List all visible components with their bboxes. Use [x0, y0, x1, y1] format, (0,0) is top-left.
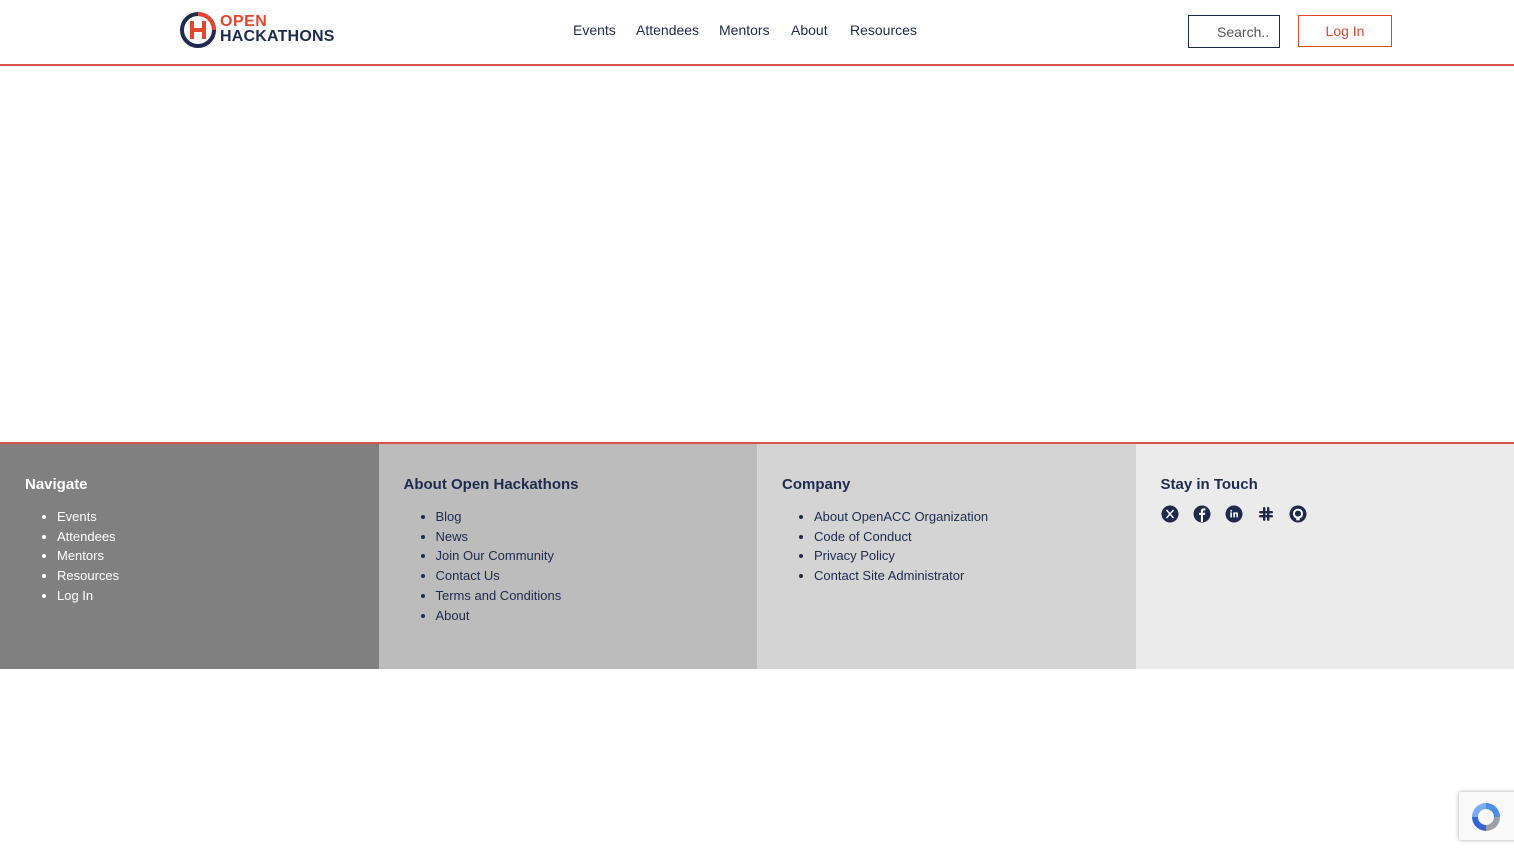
site-footer: [0, 442, 1514, 669]
footer-navigate-list: [25, 507, 379, 606]
footer-link-join-community[interactable]: • Join Our Community: [436, 546, 758, 566]
footer-link-blog[interactable]: • Blog: [436, 507, 758, 527]
footer-link-resources[interactable]: • Resources: [57, 566, 379, 586]
footer-about-list: [404, 507, 758, 625]
nav-resources[interactable]: Resources: [850, 22, 917, 38]
footer-link-contact-admin[interactable]: • Contact Site Administrator: [814, 566, 1136, 586]
footer-link-news[interactable]: • News: [436, 527, 758, 547]
footer-link-contact-us[interactable]: • Contact Us: [436, 566, 758, 586]
footer-stay-title: Stay in Touch: [1160, 476, 1258, 493]
footer-link-mentors[interactable]: • Mentors: [57, 546, 379, 566]
nav-about[interactable]: About: [791, 22, 828, 38]
linkedin-icon[interactable]: [1225, 505, 1243, 523]
footer-navigate-column: [0, 444, 379, 669]
social-links: [1161, 505, 1514, 523]
footer-link-about[interactable]: • About: [436, 606, 758, 626]
search-input[interactable]: [1188, 15, 1280, 48]
recaptcha-icon: [1469, 800, 1503, 834]
footer-company-column: [757, 444, 1136, 669]
recaptcha-badge[interactable]: [1459, 792, 1514, 840]
logo-line-hackathons: HACKATHONS: [220, 28, 335, 45]
footer-stay-in-touch-column: [1136, 444, 1514, 669]
main-nav: [0, 22, 1514, 45]
footer-about-title: About Open Hackathons: [403, 476, 579, 493]
footer-about-column: [379, 444, 758, 669]
facebook-icon[interactable]: [1193, 505, 1211, 523]
footer-link-events[interactable]: • Events: [57, 507, 379, 527]
footer-link-attendees[interactable]: • Attendees: [57, 527, 379, 547]
footer-link-terms[interactable]: • Terms and Conditions: [436, 586, 758, 606]
footer-company-list: [782, 507, 1136, 586]
footer-link-privacy-policy[interactable]: • Privacy Policy: [814, 546, 1136, 566]
footer-navigate-title: Navigate: [25, 476, 88, 493]
footer-link-code-of-conduct[interactable]: • Code of Conduct: [814, 527, 1136, 547]
nav-events[interactable]: Events: [573, 22, 616, 38]
x-twitter-icon[interactable]: [1161, 505, 1179, 523]
footer-company-title: Company: [782, 476, 851, 493]
login-button[interactable]: Log In: [1298, 15, 1392, 47]
site-header: [0, 0, 1514, 66]
nav-mentors[interactable]: Mentors: [719, 22, 770, 38]
logo-line-open: OPEN: [220, 13, 268, 30]
footer-link-login[interactable]: • Log In: [57, 586, 379, 606]
nav-attendees[interactable]: Attendees: [636, 22, 700, 38]
slack-icon[interactable]: [1257, 505, 1275, 523]
github-icon[interactable]: [1289, 505, 1307, 523]
footer-link-about-openacc[interactable]: • About OpenACC Organization: [814, 507, 1136, 527]
